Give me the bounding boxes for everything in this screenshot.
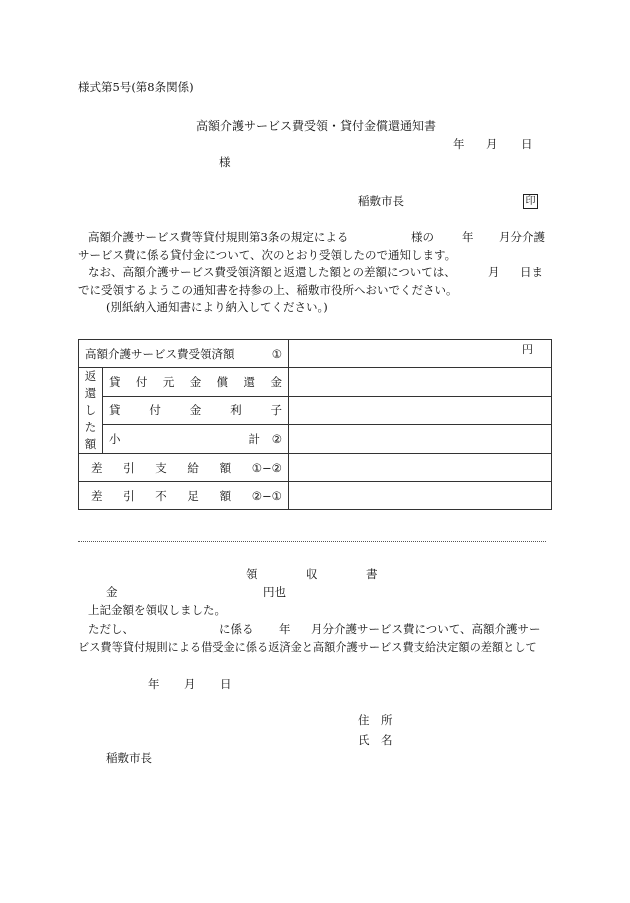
table-row xyxy=(79,340,552,368)
notice-line5: (別紙納入通知書により納入してください。) xyxy=(106,300,328,314)
notice-line2: サービス費に係る貸付金について、次のとおり受領したので通知します。 xyxy=(78,247,457,262)
mark-1: ① xyxy=(271,346,282,361)
form-number: 様式第5号(第8条関係) xyxy=(78,80,194,94)
notice-line1-c: 年 xyxy=(462,230,474,244)
received-amount-value-cell xyxy=(289,340,552,368)
notice-line1-b: 様の xyxy=(411,230,434,244)
subtotal-label: 小 計 ② xyxy=(103,425,289,454)
receipt-date-year: 年 xyxy=(148,677,160,691)
name-label: 氏 名 xyxy=(358,733,393,747)
returned-amount-label xyxy=(79,368,103,454)
loan-principal-repayment-label: 貸 付 元 金 償 還 金 xyxy=(103,368,289,397)
returned-label-char: 還 xyxy=(84,386,97,400)
mark-2: ② xyxy=(271,432,282,447)
receipt-line2-b: に係る xyxy=(219,622,254,636)
header-date-month: 月 xyxy=(486,137,498,151)
yen-unit: 円 xyxy=(522,343,533,356)
receipt-date-day: 日 xyxy=(220,677,232,691)
shortfall-label: 差 引 不 足 額 ②−① xyxy=(79,482,289,510)
issuer-name: 稲敷市長 xyxy=(358,194,404,208)
notice-line4: でに受領するようこの通知書を持参の上、稲敷市役所へおいでください。 xyxy=(78,282,458,297)
returned-label-char: 返 xyxy=(84,369,97,383)
loan-interest-label: 貸 付 金 利 子 xyxy=(103,396,289,425)
receipt-date-month: 月 xyxy=(184,677,196,691)
mark-2-minus-1: ②−① xyxy=(251,488,282,503)
header-date-year: 年 xyxy=(453,137,465,151)
document-title: 高額介護サービス費受領・貸付金償還通知書 xyxy=(196,119,437,133)
table-row xyxy=(79,454,552,482)
receipt-amount-suffix: 円也 xyxy=(263,585,286,599)
net-payment-value-cell xyxy=(289,454,552,482)
notice-line1-a: 高額介護サービス費等貸付規則第3条の規定による xyxy=(88,230,349,244)
returned-label-char: し xyxy=(84,403,97,417)
address-label: 住 所 xyxy=(358,713,393,727)
notice-line3-c: 日ま xyxy=(520,265,543,279)
table-row xyxy=(79,396,552,425)
receipt-amount-prefix: 金 xyxy=(106,585,118,599)
notice-paragraph xyxy=(78,229,554,317)
notice-line3-b: 月 xyxy=(488,265,500,279)
amount-table xyxy=(78,339,552,510)
receipt-recipient: 稲敷市長 xyxy=(106,751,152,765)
table-row xyxy=(79,425,552,454)
row-received-amount-label xyxy=(79,340,289,368)
returned-label-char: 額 xyxy=(84,437,97,451)
receipt-line3: ビス費等貸付規則による借受金に係る返済金と高額介護サービス費支給決定額の差額として xyxy=(78,641,537,654)
notice-line1-d: 月分介護 xyxy=(499,230,545,244)
table-row xyxy=(79,368,552,397)
received-amount-label: 高額介護サービス費受領済額 xyxy=(85,346,235,361)
seal-mark: 印 xyxy=(523,194,538,209)
receipt-title-char: 収 xyxy=(306,567,318,581)
net-payment-label: 差 引 支 給 額 ①−② xyxy=(79,454,289,482)
notice-line3-a: なお、高額介護サービス費受領済額と返還した額との差額については、 xyxy=(88,265,456,279)
table-row xyxy=(79,482,552,510)
addressee-suffix: 様 xyxy=(219,155,231,169)
loan-principal-repayment-value-cell xyxy=(289,368,552,397)
receipt-line2-a: ただし、 xyxy=(88,622,134,636)
receipt-line2-d: 月分介護サービス費について、高額介護サー xyxy=(311,622,541,636)
returned-label-char: た xyxy=(84,420,97,434)
receipt-title-char: 書 xyxy=(366,567,378,581)
subtotal-value-cell xyxy=(289,425,552,454)
receipt-title-char: 領 xyxy=(246,567,258,581)
loan-interest-value-cell xyxy=(289,396,552,425)
mark-1-minus-2: ①−② xyxy=(251,460,282,475)
header-date-day: 日 xyxy=(521,137,533,151)
shortfall-value-cell xyxy=(289,482,552,510)
receipt-line2-c: 年 xyxy=(279,622,291,636)
cut-line-divider xyxy=(78,541,546,542)
receipt-line1: 上記金額を領収しました。 xyxy=(88,603,226,617)
